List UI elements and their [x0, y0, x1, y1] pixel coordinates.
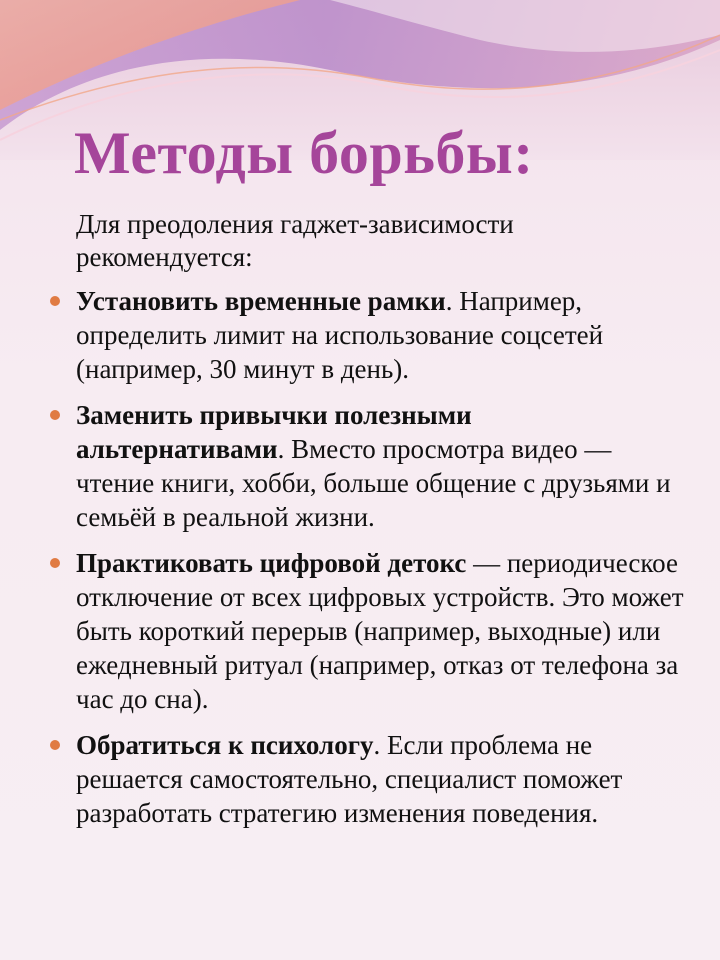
item-heading: Заменить привычки полезными альтернативами — [76, 400, 472, 464]
methods-list — [76, 284, 686, 842]
item-heading: Установить временные рамки — [76, 286, 446, 316]
item-text: . Например, определить лимит на использование соцсетей (например, 30 минут в день). — [76, 286, 604, 384]
item-text: — периодическое отключение от всех цифровых устройств. Это может быть короткий перерыв (например, выходные) или ежедневный ритуал (например, отказ от телефона за час до сна). — [76, 548, 684, 714]
list-item — [76, 284, 686, 386]
list-item — [76, 546, 686, 716]
bullet-dot-icon — [50, 410, 60, 420]
item-text: . Если проблема не решается самостоятельно, специалист поможет разработать стратегию изменения поведения. — [76, 730, 623, 828]
item-text: . Вместо просмотра видео — чтение книги, хобби, больше общение с друзьями и семьёй в реальной жизни. — [76, 434, 671, 532]
bullet-dot-icon — [50, 296, 60, 306]
item-heading: Практиковать цифровой детокс — [76, 548, 467, 578]
bullet-dot-icon — [50, 558, 60, 568]
item-heading: Обратиться к психологу — [76, 730, 374, 760]
list-item — [76, 728, 686, 830]
slide-title: Методы борьбы: — [74, 120, 534, 186]
list-item — [76, 398, 686, 534]
bullet-dot-icon — [50, 740, 60, 750]
intro-text: Для преодоления гаджет-зависимости рекомендуется: — [76, 209, 514, 272]
